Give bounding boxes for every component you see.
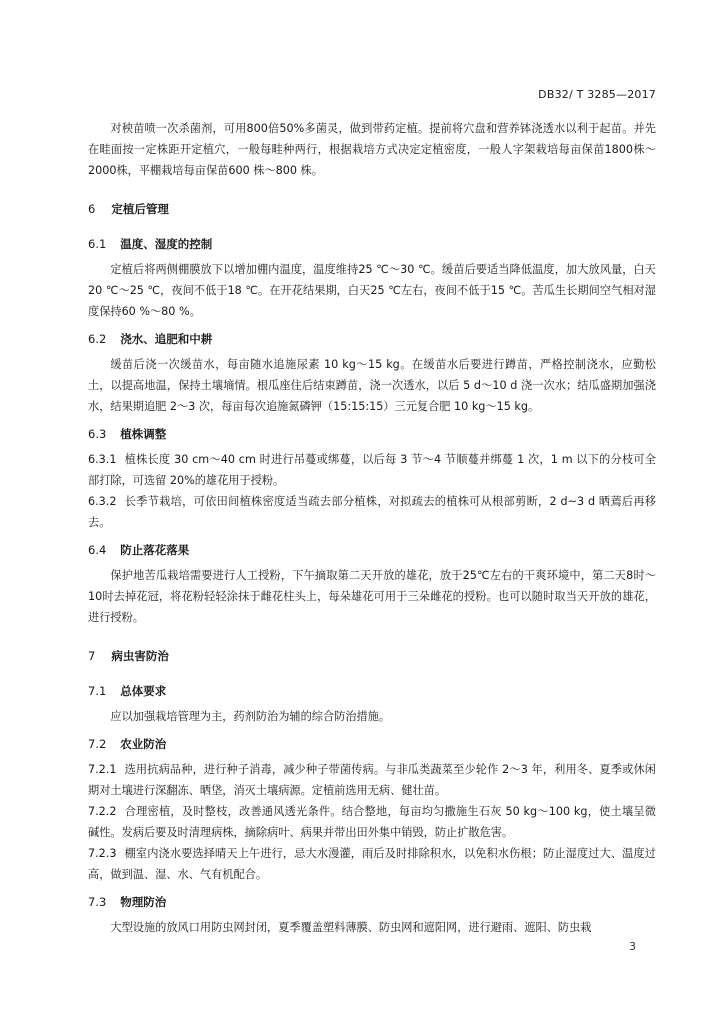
section-6-3-heading (88, 423, 656, 445)
section-title: 防止落花落果 (120, 543, 190, 557)
section-title: 定植后管理 (111, 202, 169, 216)
section-title: 物理防治 (120, 895, 167, 909)
clause-7-2-3 (88, 843, 656, 885)
section-7-1-heading (88, 680, 656, 702)
section-number: 6 (88, 202, 96, 216)
clause-number: 6.3.1 (88, 453, 117, 466)
section-6-4-heading (88, 539, 656, 561)
section-7-2-heading (88, 733, 656, 755)
page-number: 3 (629, 940, 636, 953)
section-number: 7 (88, 649, 96, 663)
section-title: 农业防治 (120, 737, 167, 751)
clause-text: 棚室内浇水要选择晴天上午进行，忌大水漫灌，雨后及时排除积水，以免积水伤根；防止湿度过大、温度过高，做到温、湿、水、气有机配合。 (88, 847, 656, 881)
section-number: 7.1 (88, 684, 107, 698)
section-6-4-text: 保护地苦瓜栽培需要进行人工授粉，下午摘取第二天开放的雄花，放于25℃左右的干爽环境中，第二天8时～10时去掉花冠，将花粉轻轻涂抹于雌花柱头上，每朵雄花可用于三朵雌花的授粉。也可以随时取当天开放的雄花，进行授粉。 (88, 569, 656, 624)
section-number: 7.2 (88, 737, 107, 751)
section-title: 病虫害防治 (111, 649, 169, 663)
document-body (88, 118, 656, 938)
section-7-3-heading (88, 891, 656, 913)
clause-number: 7.2.3 (88, 847, 117, 860)
clause-number: 6.3.2 (88, 495, 117, 508)
section-7-heading (88, 648, 656, 664)
clause-text: 长季节栽培，可依田间植株密度适当疏去部分植株，对拟疏去的植株可从根部剪断，2 d~3 d 晒蔫后再移去。 (88, 495, 656, 529)
section-title: 植株调整 (120, 427, 167, 441)
clause-6-3-2 (88, 491, 656, 533)
section-6-2-text: 缓苗后浇一次缓苗水，每亩随水追施尿素 10 kg～15 kg。在缓苗水后要进行蹲苗，严格控制浇水，应勤松土，以提高地温，保持土壤墒情。根瓜座住后结束蹲苗，浇一次透水，以后 5 d～10 d 浇一次水；结瓜盛期加强浇水，结果期追肥 2～3 次，每亩每次追施氮磷钾（15:15:15）三元复合肥 10 kg～15 kg。 (88, 358, 656, 413)
section-title: 浇水、追肥和中耕 (120, 332, 213, 346)
clause-text: 选用抗病品种，进行种子消毒，减少种子带菌传病。与非瓜类蔬菜至少轮作 2～3 年，利用冬、夏季或休闲期对土壤进行深翻冻、晒垡，消灭土壤病源。定植前选用无病、健壮苗。 (88, 763, 656, 797)
clause-text: 植株长度 30 cm～40 cm 时进行吊蔓或绑蔓，以后每 3 节～4 节顺蔓并绑蔓 1 次，1 m 以下的分枝可全部打除，可选留 20%的雄花用于授粉。 (88, 453, 656, 487)
section-number: 6.4 (88, 543, 107, 557)
clause-7-2-1 (88, 759, 656, 801)
clause-number: 7.2.1 (88, 763, 117, 776)
section-number: 6.2 (88, 332, 107, 346)
section-number: 6.1 (88, 237, 107, 251)
section-7-1-text: 应以加强栽培管理为主，药剂防治为辅的综合防治措施。 (110, 710, 391, 723)
section-title: 总体要求 (120, 684, 167, 698)
section-number: 7.3 (88, 895, 107, 909)
section-number: 6.3 (88, 427, 107, 441)
standard-code: DB32/ T 3285—2017 (538, 88, 656, 101)
section-6-heading (88, 201, 656, 217)
section-6-1-text: 定植后将两侧棚膜放下以增加棚内温度，温度维持25 ℃～30 ℃。缓苗后要适当降低温度，加大放风量，白天20 ℃～25 ℃，夜间不低于18 ℃。在开花结果期，白天25 ℃左右，夜间不低于15 ℃。苦瓜生长期间空气相对湿度保持60 %～80 %。 (88, 263, 656, 318)
clause-6-3-1 (88, 449, 656, 491)
section-6-2-heading (88, 328, 656, 350)
section-6-1-heading (88, 233, 656, 255)
section-7-3-text: 大型设施的放风口用防虫网封闭，夏季覆盖塑料薄膜、防虫网和遮阳网，进行避雨、遮阳、防虫栽 (110, 921, 592, 934)
section-title: 温度、湿度的控制 (120, 237, 213, 251)
paragraph-continuation: 对秧苗喷一次杀菌剂，可用800倍50%多菌灵，做到带药定植。提前将穴盘和营养钵浇透水以利于起苗。并先在畦面按一定株距开定植穴，一般每畦种两行，根据栽培方式决定定植密度，一般人字架栽培每亩保苗1800株～2000株，平棚栽培每亩保苗600 株～800 株。 (88, 122, 656, 177)
clause-number: 7.2.2 (88, 805, 117, 818)
clause-7-2-2 (88, 801, 656, 843)
clause-text: 合理密植，及时整枝，改善通风透光条件。结合整地，每亩均匀撒施生石灰 50 kg～100 kg，使土壤呈微碱性。发病后要及时清理病株，摘除病叶、病果并带出田外集中销毁，防止扩散危害。 (88, 805, 656, 839)
